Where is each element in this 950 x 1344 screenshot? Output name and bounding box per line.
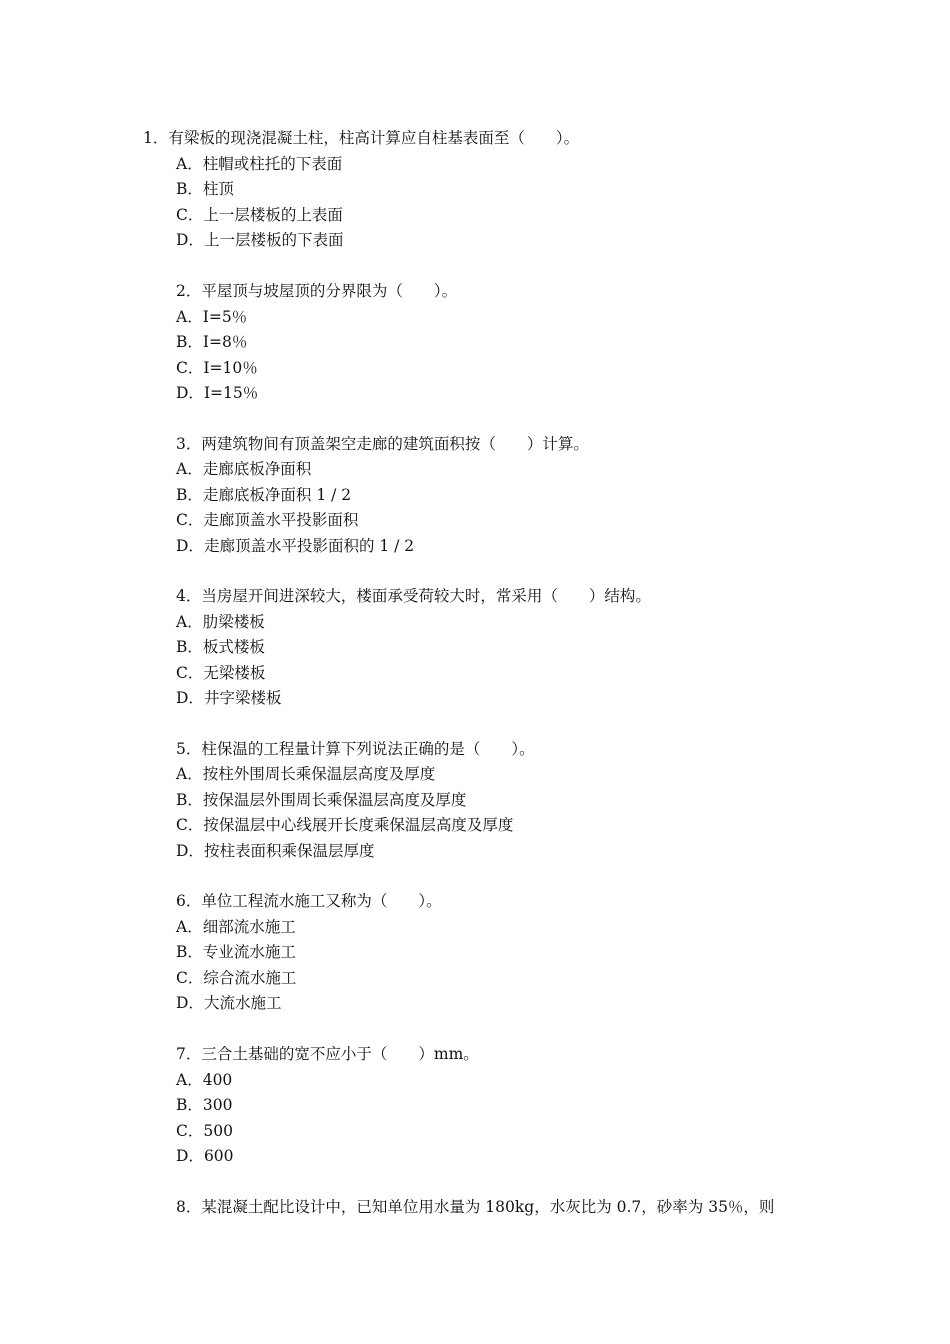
option-a <box>176 456 311 482</box>
option-letter: B． <box>176 333 203 351</box>
option-text: 上一层楼板的上表面 <box>203 206 343 224</box>
option-text: 柱顶 <box>202 180 234 198</box>
option-text: I=10％ <box>203 359 258 377</box>
option-d <box>176 227 343 253</box>
option-a <box>176 761 435 787</box>
question-stem <box>176 583 651 609</box>
option-text: 500 <box>203 1122 233 1140</box>
question-text: 当房屋开间进深较大，楼面承受荷较大时，常采用（ ）结构。 <box>201 587 651 605</box>
option-d <box>176 990 281 1016</box>
option-a <box>176 609 265 635</box>
option-letter: D． <box>176 384 204 402</box>
option-c <box>176 507 358 533</box>
option-letter: A． <box>176 155 203 173</box>
option-text: 板式楼板 <box>202 638 265 656</box>
option-b <box>176 329 247 355</box>
option-d <box>176 380 258 406</box>
option-letter: C． <box>176 511 204 529</box>
question-text: 三合土基础的宽不应小于（ ）mm。 <box>201 1045 479 1063</box>
option-letter: C． <box>176 1122 204 1140</box>
option-c <box>176 965 296 991</box>
question-number: 6． <box>176 892 202 910</box>
option-letter: A． <box>176 765 203 783</box>
option-letter: C． <box>176 969 204 987</box>
option-a <box>176 914 296 940</box>
option-text: 按保温层中心线展开长度乘保温层高度及厚度 <box>203 816 514 834</box>
option-letter: C． <box>176 816 204 834</box>
option-text: 专业流水施工 <box>202 943 296 961</box>
option-text: 上一层楼板的下表面 <box>203 231 344 249</box>
option-letter: C． <box>176 359 204 377</box>
option-letter: B． <box>176 180 203 198</box>
question-stem <box>176 431 589 457</box>
option-d <box>176 1143 234 1169</box>
question-text: 某混凝土配比设计中，已知单位用水量为 180kg，水灰比为 0.7，砂率为 35％，则 <box>201 1198 775 1216</box>
option-text: 走廊底板净面积 <box>202 460 312 478</box>
option-d <box>176 685 281 711</box>
option-text: 肋梁楼板 <box>202 613 265 631</box>
option-text: I=8％ <box>202 333 248 351</box>
question-stem <box>176 888 442 914</box>
question-text: 两建筑物间有顶盖架空走廊的建筑面积按（ ）计算。 <box>201 435 589 453</box>
option-letter: C． <box>176 664 204 682</box>
option-text: 综合流水施工 <box>203 969 297 987</box>
option-text: 600 <box>203 1147 234 1165</box>
option-letter: B． <box>176 486 203 504</box>
option-letter: D． <box>176 994 204 1012</box>
question-stem <box>176 1041 479 1067</box>
option-letter: D． <box>176 842 204 860</box>
option-text: 按柱表面积乘保温层厚度 <box>203 842 375 860</box>
option-letter: D． <box>176 689 204 707</box>
option-letter: D． <box>176 1147 204 1165</box>
question-stem <box>176 1194 774 1220</box>
option-c <box>176 355 258 381</box>
option-a <box>176 151 342 177</box>
question-number: 7． <box>176 1045 202 1063</box>
option-c <box>176 660 265 686</box>
question-number: 5． <box>176 740 202 758</box>
question-text: 有梁板的现浇混凝土柱，柱高计算应自柱基表面至（ ）。 <box>168 129 580 147</box>
option-a <box>176 304 247 330</box>
option-letter: C． <box>176 206 204 224</box>
option-text: 细部流水施工 <box>202 918 296 936</box>
question-number: 3． <box>176 435 202 453</box>
option-c <box>176 1118 233 1144</box>
option-letter: A． <box>176 918 203 936</box>
option-letter: A． <box>176 308 203 326</box>
option-letter: B． <box>176 1096 203 1114</box>
option-text: 走廊顶盖水平投影面积的 1 / 2 <box>203 537 415 555</box>
option-text: I=5％ <box>202 308 248 326</box>
option-text: 按柱外围周长乘保温层高度及厚度 <box>202 765 436 783</box>
option-letter: B． <box>176 791 203 809</box>
question-text: 单位工程流水施工又称为（ ）。 <box>201 892 442 910</box>
option-b <box>176 1092 232 1118</box>
option-text: 无梁楼板 <box>203 664 266 682</box>
option-letter: A． <box>176 613 203 631</box>
option-b <box>176 787 466 813</box>
option-b <box>176 634 265 660</box>
question-number: 1． <box>143 129 169 147</box>
question-number: 8． <box>176 1198 202 1216</box>
question-stem <box>143 125 579 151</box>
option-text: 按保温层外围周长乘保温层高度及厚度 <box>202 791 467 809</box>
option-letter: D． <box>176 537 204 555</box>
option-b <box>176 939 296 965</box>
option-text: 300 <box>202 1096 233 1114</box>
question-text: 柱保温的工程量计算下列说法正确的是（ ）。 <box>201 740 535 758</box>
option-text: 走廊底板净面积 1 / 2 <box>202 486 352 504</box>
option-text: I=15％ <box>203 384 259 402</box>
option-b <box>176 176 234 202</box>
question-number: 4． <box>176 587 202 605</box>
option-c <box>176 202 343 228</box>
option-letter: B． <box>176 638 203 656</box>
question-number: 2． <box>176 282 202 300</box>
option-text: 走廊顶盖水平投影面积 <box>203 511 359 529</box>
question-stem <box>176 736 535 762</box>
option-d <box>176 838 374 864</box>
option-text: 柱帽或柱托的下表面 <box>202 155 343 173</box>
option-letter: B． <box>176 943 203 961</box>
question-text: 平屋顶与坡屋顶的分界限为（ ）。 <box>201 282 458 300</box>
option-letter: A． <box>176 1071 203 1089</box>
option-text: 井字梁楼板 <box>203 689 282 707</box>
option-text: 400 <box>202 1071 233 1089</box>
option-letter: D． <box>176 231 204 249</box>
option-d <box>176 533 414 559</box>
option-c <box>176 812 513 838</box>
option-a <box>176 1067 232 1093</box>
option-b <box>176 482 351 508</box>
question-stem <box>176 278 457 304</box>
option-letter: A． <box>176 460 203 478</box>
option-text: 大流水施工 <box>203 994 282 1012</box>
